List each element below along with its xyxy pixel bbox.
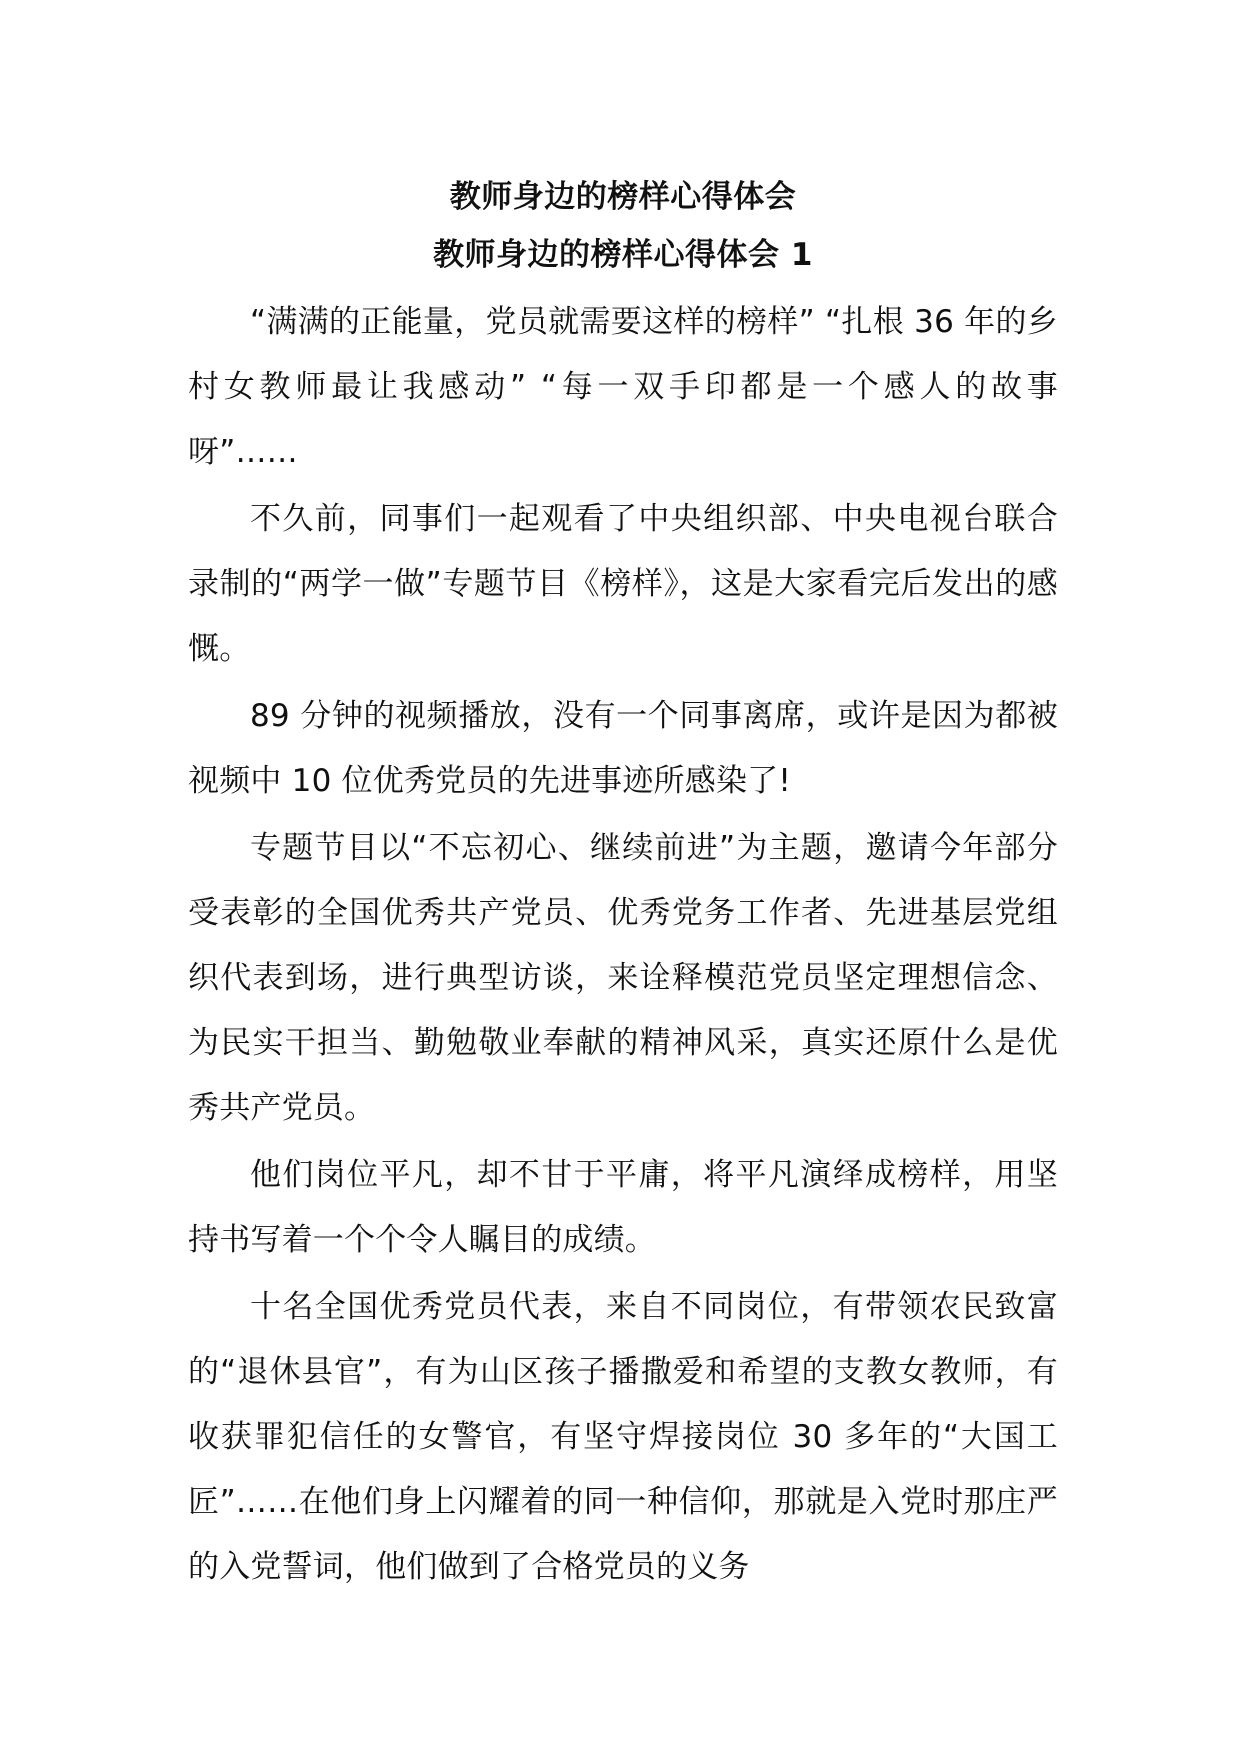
document-subtitle: 教师身边的榜样心得体会 1 [433,237,813,273]
paragraph-3: 89 分钟的视频播放，没有一个同事离席，或许是因为都被视频中 10 位优秀党员的先进事迹所感染了! [188,698,1058,799]
paragraph-1: “满满的正能量，党员就需要这样的榜样” “扎根 36 年的乡村女教师最让我感动” “每一双手印都是一个感人的故事呀”…… [188,304,1058,470]
paragraph-4: 专题节目以“不忘初心、继续前进”为主题，邀请今年部分受表彰的全国优秀共产党员、优秀党务工作者、先进基层党组织代表到场，进行典型访谈，来诠释模范党员坚定理想信念、为民实干担当、勤勉敬业奉献的精神风采，真实还原什么是优秀共产党员。 [188,830,1058,1126]
paragraph-2: 不久前，同事们一起观看了中央组织部、中央电视台联合录制的“两学一做”专题节目《榜样》，这是大家看完后发出的感慨。 [188,501,1058,667]
paragraph-6: 十名全国优秀党员代表，来自不同岗位，有带领农民致富的“退休县官”，有为山区孩子播撒爱和希望的支教女教师，有收获罪犯信任的女警官，有坚守焊接岗位 30 多年的“大国工匠”……在他们身上闪耀着的同一种信仰，那就是入党时那庄严的入党誓词，他们做到了合格党员的义务 [188,1289,1058,1585]
document-body [188,168,1058,1602]
document-title: 教师身边的榜样心得体会 [449,179,797,215]
paragraph-5: 他们岗位平凡，却不甘于平庸，将平凡演绎成榜样，用坚持书写着一个个令人瞩目的成绩。 [188,1157,1058,1258]
